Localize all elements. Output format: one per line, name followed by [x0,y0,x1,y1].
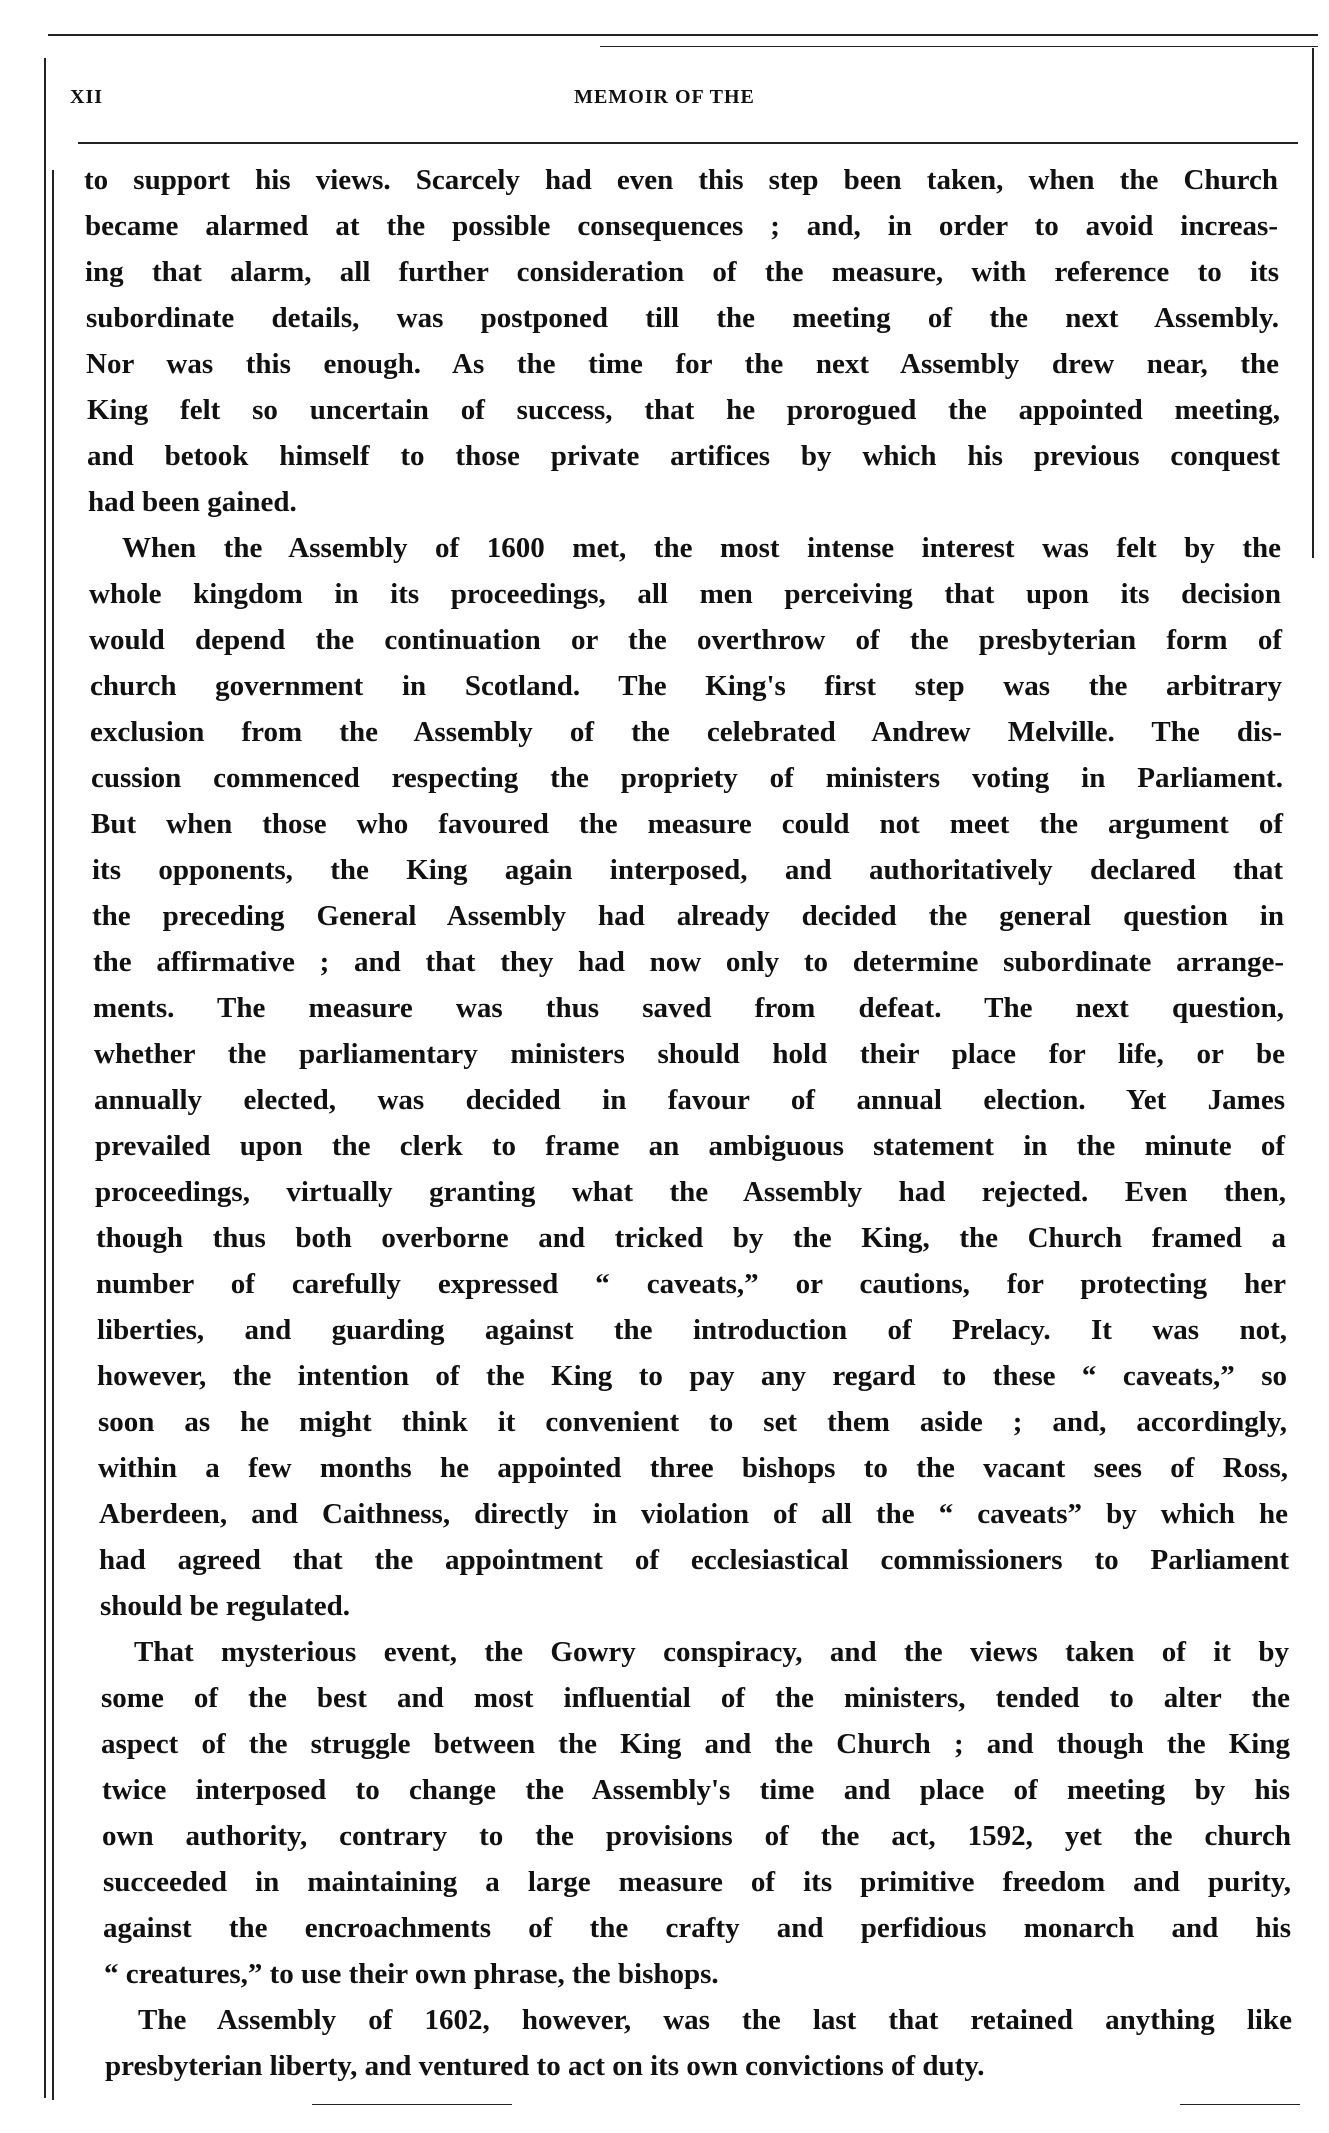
text-line: some of the best and most influential of the ministers, tended to alter the [101,1682,1290,1714]
left-border-line [44,58,46,2098]
text-line: own authority, contrary to the provisions of the act, 1592, yet the church [102,1820,1291,1852]
text-line: had been gained. [88,486,297,518]
text-line: would depend the continuation or the overthrow of the presbyterian form of [89,624,1282,656]
text-line: twice interposed to change the Assembly's time and place of meeting by his [102,1774,1290,1806]
text-line: presbyterian liberty, and ventured to act on its own convictions of duty. [105,2050,985,2082]
text-line: whole kingdom in its proceedings, all men perceiving that upon its decision [89,578,1281,610]
text-line: to support his views. Scarcely had even this step been taken, when the Church [84,164,1278,196]
text-line: whether the parliamentary ministers should hold their place for life, or be [94,1038,1285,1070]
text-line: When the Assembly of 1600 met, the most intense interest was felt by the [122,532,1281,564]
page-number: XII [70,86,104,108]
text-line: however, the intention of the King to pay any regard to these “ caveats,” so [97,1360,1287,1392]
text-line: became alarmed at the possible consequences ; and, in order to avoid increas- [85,210,1278,242]
text-line: succeeded in maintaining a large measure of its primitive freedom and purity, [103,1866,1291,1898]
top-rule [48,34,1318,36]
text-line: should be regulated. [100,1590,351,1622]
text-line: But when those who favoured the measure could not meet the argument of [91,808,1283,840]
text-line: the preceding General Assembly had already decided the general question in [92,900,1284,932]
bottom-rule-left [312,2104,512,2105]
header-rule [78,142,1298,144]
text-line: though thus both overborne and tricked by the King, the Church framed a [96,1222,1286,1254]
text-line: Aberdeen, and Caithness, directly in violation of all the “ caveats” by which he [99,1498,1288,1530]
text-line: The Assembly of 1602, however, was the last that retained anything like [138,2004,1292,2036]
text-line: subordinate details, was postponed till the meeting of the next Assembly. [86,302,1279,334]
text-line: the affirmative ; and that they had now only to determine subordinate arrange- [93,946,1284,978]
text-line: liberties, and guarding against the introduction of Prelacy. It was not, [97,1314,1287,1346]
text-line: cussion commenced respecting the propriety of ministers voting in Parliament. [91,762,1283,794]
text-line: ments. The measure was thus saved from defeat. The next question, [93,992,1284,1024]
text-line: ing that alarm, all further consideration of the measure, with reference to its [85,256,1279,288]
top-rule-secondary [600,46,1318,47]
text-line: “ creatures,” to use their own phrase, the bishops. [104,1958,719,1990]
text-line: had agreed that the appointment of ecclesiastical commissioners to Parliament [99,1544,1289,1576]
text-line: King felt so uncertain of success, that he prorogued the appointed meeting, [87,394,1280,426]
bottom-rule-right [1180,2104,1300,2105]
text-line: That mysterious event, the Gowry conspiracy, and the views taken of it by [134,1636,1289,1668]
text-line: and betook himself to those private artifices by which his previous conquest [87,440,1280,472]
text-line: Nor was this enough. As the time for the next Assembly drew near, the [86,348,1279,380]
text-line: its opponents, the King again interposed, and authoritatively declared that [92,854,1283,886]
running-head: MEMOIR OF THE [574,86,755,108]
text-line: prevailed upon the clerk to frame an ambiguous statement in the minute of [95,1130,1285,1162]
text-line: number of carefully expressed “ caveats,” or cautions, for protecting her [96,1268,1286,1300]
text-line: exclusion from the Assembly of the celebrated Andrew Melville. The dis- [90,716,1282,748]
right-border-line [1312,48,1314,558]
text-line: soon as he might think it convenient to set them aside ; and, accordingly, [98,1406,1287,1438]
text-line: against the encroachments of the crafty and perfidious monarch and his [103,1912,1291,1944]
text-line: church government in Scotland. The King's first step was the arbitrary [90,670,1282,702]
text-line: within a few months he appointed three bishops to the vacant sees of Ross, [98,1452,1288,1484]
text-line: annually elected, was decided in favour of annual election. Yet James [94,1084,1285,1116]
text-line: proceedings, virtually granting what the Assembly had rejected. Even then, [95,1176,1286,1208]
text-line: aspect of the struggle between the King and the Church ; and though the King [101,1728,1290,1760]
left-border-line-inner [52,170,54,2100]
